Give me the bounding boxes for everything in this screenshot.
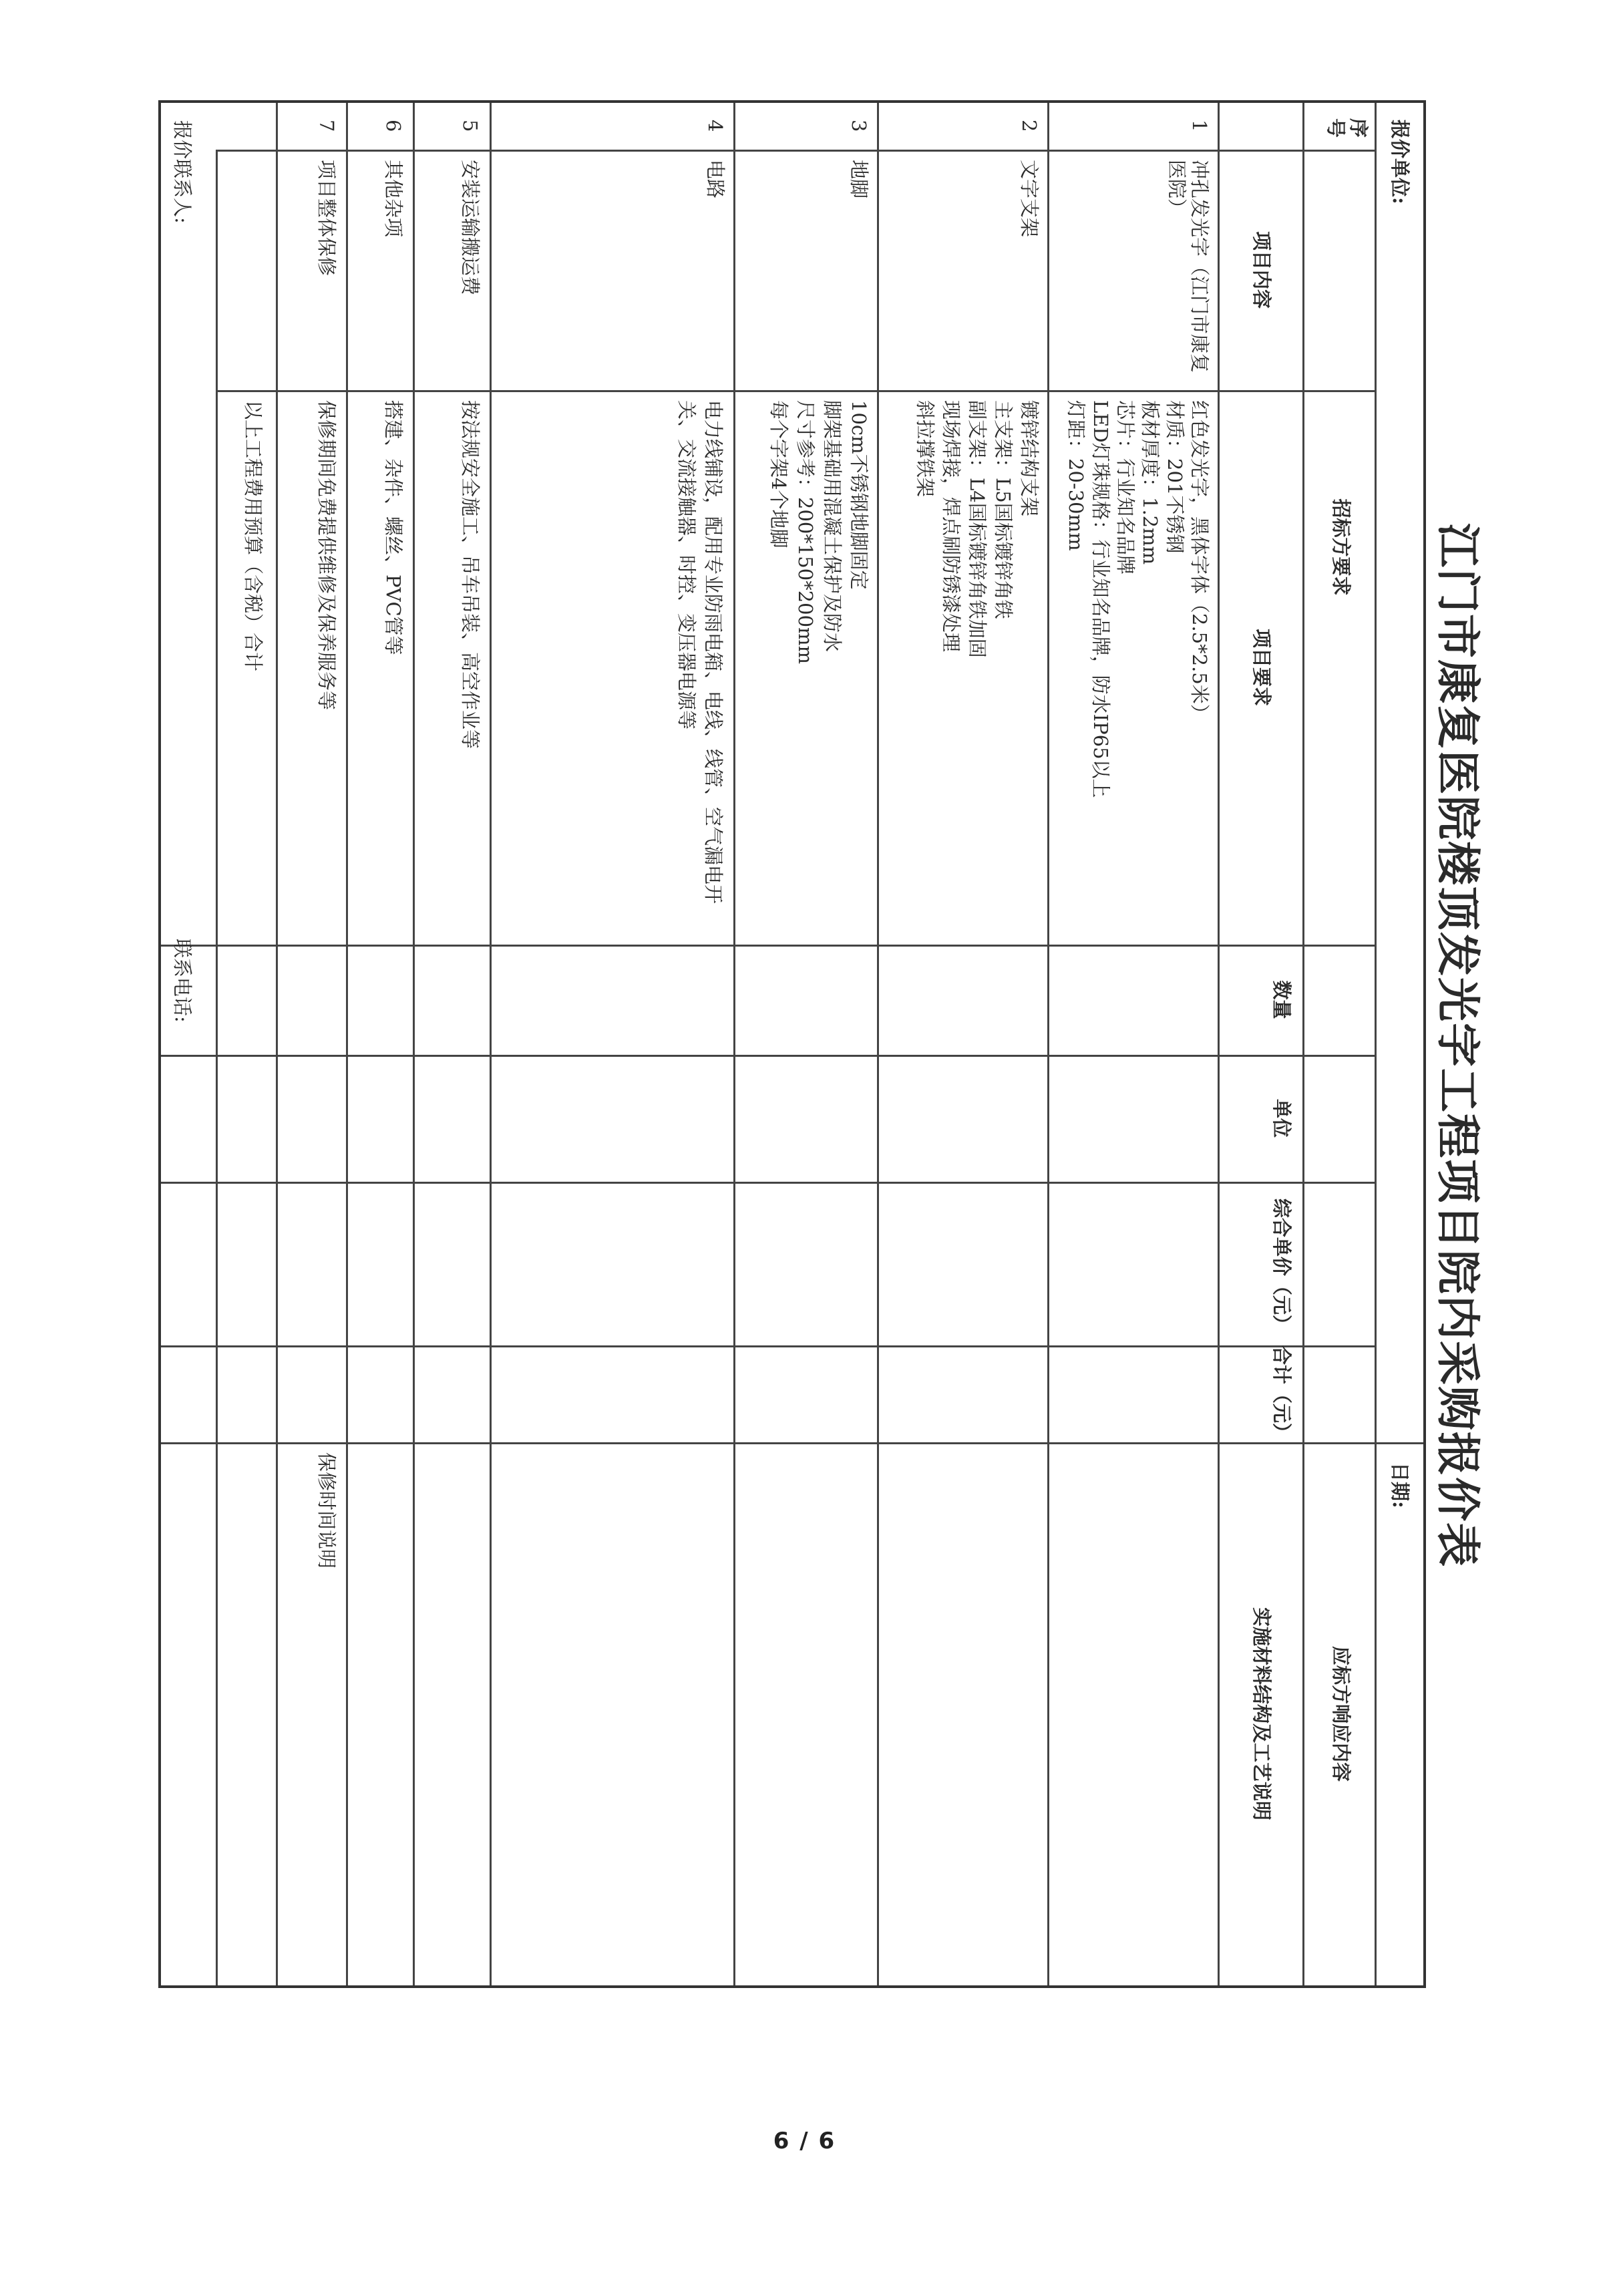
row-4-req-1: 电力线铺设，配用专业防雨电箱、电线、线管、空气漏电开关、交流接触器、时控、变压器电源等 — [675, 400, 725, 905]
row-7-item: 项目整体保修 — [315, 160, 338, 277]
col-header-item-content: 项目内容 — [1250, 230, 1273, 309]
row-1-req-4: 芯片：行业知名品牌 — [1114, 400, 1137, 575]
page-number: 6 / 6 — [773, 2128, 836, 2154]
row-1-req-2: 材质：201不锈钢 — [1164, 400, 1186, 554]
sheet-title: 江门市康复医院楼顶发光字工程项目院内采购报价表 — [1432, 523, 1484, 1568]
row-4-item: 电路 — [704, 160, 727, 199]
contact-person-label: 报价联系人: — [171, 120, 194, 224]
row-3-req-4: 每个字架4个地脚 — [767, 400, 790, 548]
rotated-quote-sheet — [154, 100, 1489, 1991]
row-1-seq: 1 — [1188, 120, 1211, 132]
row-6-req-1: 搭建、杂件、螺丝、PVC管等 — [382, 400, 405, 655]
col-header-response: 应标方响应内容 — [1330, 1645, 1353, 1782]
row-7-req-1: 保修期间免费提供维修及保养服务等 — [315, 400, 338, 711]
col-header-tender-requirement: 招标方要求 — [1330, 498, 1353, 596]
row-1-req-3: 板材厚度：1.2mm — [1139, 400, 1161, 565]
col-header-seq: 序号 — [1324, 118, 1370, 138]
row-6-item: 其他杂项 — [382, 160, 405, 238]
row-3-req-2: 脚架基础用混凝土保护及防水 — [821, 400, 844, 653]
row-1-req-5: LED灯珠规格：行业知名品牌，防水IP65以上 — [1089, 400, 1112, 798]
row-1-item: 冲孔发光字（江门市康复医院） — [1166, 160, 1211, 373]
total-row-label: 以上工程费用预算（含税）合计 — [242, 400, 264, 672]
row-2-req-4: 现场焊接，焊点刷防锈漆处理 — [940, 400, 962, 653]
col-header-unit: 单位 — [1270, 1098, 1293, 1138]
quote-unit-label: 报价单位: — [1389, 120, 1411, 204]
row-2-item: 文字支架 — [1018, 160, 1041, 238]
row-3-req-1: 10cm不锈钢地脚固定 — [848, 400, 870, 590]
row-2-req-2: 主支架：L5国标镀锌角铁 — [992, 400, 1015, 619]
row-6-seq: 6 — [382, 120, 405, 132]
quote-table — [158, 100, 1426, 1988]
row-2-req-1: 镀锌结构支架 — [1018, 400, 1041, 517]
row-2-req-5: 斜拉撑铁架 — [914, 400, 936, 498]
row-4-seq: 4 — [704, 120, 727, 132]
col-header-implementation: 实施材料结构及工艺说明 — [1250, 1607, 1273, 1820]
col-header-item-requirement: 项目要求 — [1250, 628, 1273, 706]
contact-phone-label: 联系电话: — [171, 939, 194, 1023]
row-1-req-6: 灯距：20-30mm — [1065, 400, 1087, 551]
col-header-total: 合计（元） — [1270, 1345, 1293, 1443]
row-2-seq: 2 — [1018, 120, 1041, 132]
warranty-note: 保修时间说明 — [315, 1452, 338, 1569]
row-5-req-1: 按法规安全施工、吊车吊装、高空作业等 — [459, 400, 482, 750]
row-5-item: 安装运输搬运费 — [459, 160, 482, 296]
row-7-seq: 7 — [315, 120, 338, 132]
row-3-seq: 3 — [848, 120, 870, 132]
row-5-seq: 5 — [459, 120, 482, 132]
date-label: 日期: — [1389, 1462, 1411, 1508]
col-header-quantity: 数量 — [1270, 980, 1293, 1019]
col-header-unit-price: 综合单价（元） — [1270, 1198, 1293, 1335]
row-1-req-1: 红色发光字，黑体字体（2.5*2.5米） — [1188, 400, 1211, 723]
row-3-req-3: 尺寸参考：200*150*200mm — [794, 400, 817, 665]
row-2-req-3: 副支架：L4国标镀锌角铁加固 — [966, 400, 989, 658]
row-3-item: 地脚 — [848, 160, 870, 199]
